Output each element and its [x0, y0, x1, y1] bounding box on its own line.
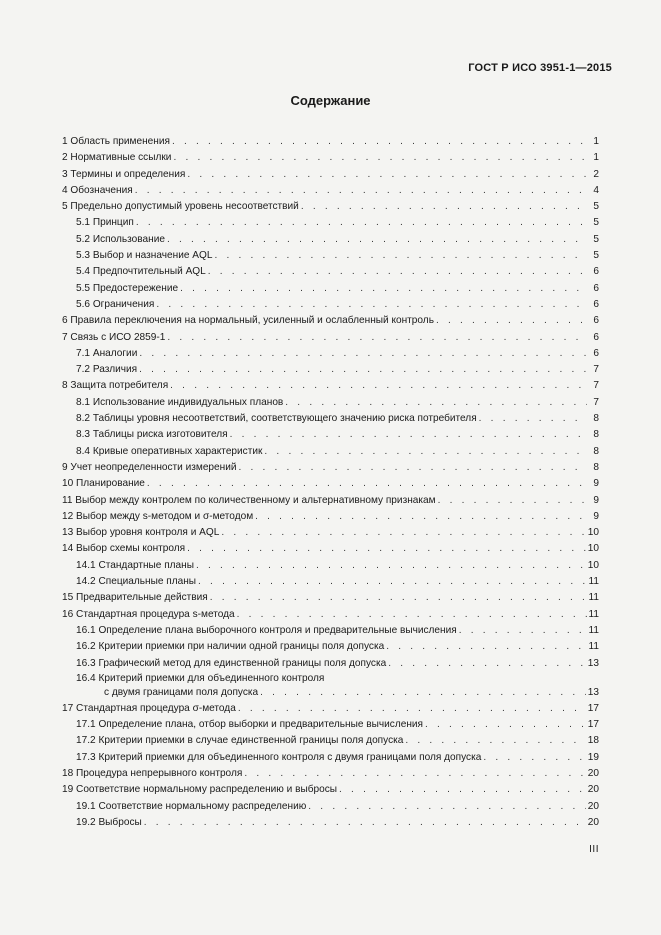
- leader-dots: [180, 281, 587, 297]
- toc-entry-page: 18: [587, 735, 599, 747]
- toc-entry[interactable]: [62, 541, 599, 557]
- toc-entry-page: 11: [588, 608, 599, 620]
- leader-dots: [221, 525, 585, 541]
- toc-entry-page: 6: [593, 298, 599, 310]
- toc-entry[interactable]: [62, 525, 599, 541]
- toc-entry[interactable]: [62, 378, 599, 394]
- toc-entry-page: 2: [593, 168, 599, 180]
- toc-entry-title: 14.1 Стандартные планы: [76, 559, 195, 571]
- toc-entry-page: 11: [588, 641, 599, 653]
- leader-dots: [339, 782, 586, 798]
- toc-entry[interactable]: [62, 264, 599, 280]
- leader-dots: [210, 590, 587, 606]
- leader-dots: [230, 427, 587, 443]
- toc-entry-page: 20: [587, 816, 599, 828]
- toc-entry-title: 6 Правила переключения на нормальный, усиленный и ослабленный контроль: [62, 315, 434, 327]
- toc-entry-title: 1 Область применения: [62, 136, 170, 147]
- toc-entry-title: 2 Нормативные ссылки: [62, 152, 172, 164]
- toc-entry-title: 5.6 Ограничения: [76, 298, 155, 310]
- toc-entry-title: 14.2 Специальные планы: [76, 576, 197, 588]
- toc-entry[interactable]: [62, 590, 599, 606]
- toc-entry-title: 19.1 Соответствие нормальному распределению: [76, 800, 307, 812]
- leader-dots: [438, 493, 587, 509]
- leader-dots: [483, 750, 585, 766]
- toc-entry-title: 8.4 Кривые оперативных характеристик: [76, 445, 263, 457]
- toc-entry-page: 20: [587, 767, 599, 779]
- table-of-contents: [62, 134, 599, 831]
- toc-entry[interactable]: [62, 411, 599, 427]
- toc-entry-title: 8.1 Использование индивидуальных планов: [76, 396, 284, 408]
- toc-entry[interactable]: [62, 766, 599, 782]
- toc-entry-title: 4 Обозначения: [62, 184, 133, 196]
- toc-entry-page: 6: [593, 266, 599, 278]
- toc-entry-page: 9: [593, 478, 599, 490]
- toc-entry[interactable]: [62, 493, 599, 509]
- toc-entry[interactable]: [62, 672, 599, 701]
- leader-dots: [167, 232, 587, 248]
- toc-entry-title: 16.2 Критерии приемки при наличии одной границы поля допуска: [76, 641, 385, 653]
- toc-entry-page: 5: [593, 201, 599, 213]
- toc-entry[interactable]: [62, 509, 599, 525]
- leader-dots: [459, 623, 587, 639]
- toc-entry-title: 16.1 Определение плана выборочного контроля и предварительные вычисления: [76, 624, 457, 636]
- toc-entry-title: 5.3 Выбор и назначение AQL: [76, 250, 213, 262]
- toc-entry-title: 5.4 Предпочтительный AQL: [76, 266, 206, 278]
- leader-dots: [208, 264, 587, 280]
- toc-entry-page: 13: [587, 657, 599, 669]
- toc-entry-page: 11: [588, 576, 599, 588]
- leader-dots: [388, 656, 586, 672]
- leader-dots: [135, 183, 587, 199]
- leader-dots: [147, 476, 587, 492]
- toc-entry-page: 1: [593, 136, 599, 147]
- toc-entry-title: 3 Термины и определения: [62, 168, 186, 180]
- toc-entry-page: 10: [587, 543, 599, 555]
- leader-dots: [198, 574, 586, 590]
- toc-entry-page: 5: [593, 217, 599, 229]
- leader-dots: [173, 150, 587, 166]
- leader-dots: [144, 815, 586, 831]
- toc-entry[interactable]: [62, 607, 599, 623]
- leader-dots: [405, 733, 585, 749]
- leader-dots: [167, 330, 587, 346]
- toc-entry-title: 15 Предварительные действия: [62, 592, 208, 604]
- toc-entry-page: 20: [587, 800, 599, 812]
- leader-dots: [187, 167, 587, 183]
- toc-entry[interactable]: [62, 346, 599, 362]
- toc-entry[interactable]: [62, 815, 599, 831]
- leader-dots: [264, 444, 587, 460]
- toc-entry-page: 5: [593, 233, 599, 245]
- toc-entry[interactable]: [62, 427, 599, 443]
- toc-entry[interactable]: [62, 717, 599, 733]
- leader-dots: [170, 378, 587, 394]
- toc-entry-title: 9 Учет неопределенности измерений: [62, 461, 237, 473]
- leader-dots: [139, 346, 587, 362]
- toc-entry-page: 17: [587, 702, 599, 714]
- toc-entry[interactable]: [62, 215, 599, 231]
- toc-entry-title: 5.2 Использование: [76, 233, 165, 245]
- leader-dots: [156, 297, 587, 313]
- toc-entry-page: 17: [587, 719, 599, 731]
- toc-entry[interactable]: [62, 150, 599, 166]
- toc-entry-page: 6: [593, 331, 599, 343]
- toc-entry-page: 7: [593, 380, 599, 392]
- toc-entry-title: 16.3 Графический метод для единственной границы поля допуска: [76, 657, 387, 669]
- toc-entry[interactable]: [62, 639, 599, 655]
- toc-entry[interactable]: [62, 701, 599, 717]
- page-number: III: [589, 844, 599, 855]
- toc-entry[interactable]: [62, 183, 599, 199]
- toc-entry-title: 12 Выбор между s-методом и σ-методом: [62, 510, 254, 522]
- page-title: Содержание: [290, 93, 371, 108]
- leader-dots: [425, 717, 586, 733]
- leader-dots: [479, 411, 587, 427]
- toc-entry-title: 8.2 Таблицы уровня несоответствий, соответствующего значению риска потребителя: [76, 413, 477, 425]
- leader-dots: [285, 395, 587, 411]
- toc-entry-page: 8: [593, 461, 599, 473]
- toc-entry-page: 20: [587, 784, 599, 796]
- leader-dots: [136, 215, 587, 231]
- toc-entry[interactable]: [62, 134, 599, 150]
- toc-entry-title: 13 Выбор уровня контроля и AQL: [62, 527, 220, 539]
- toc-entry[interactable]: [62, 656, 599, 672]
- toc-entry[interactable]: [62, 733, 599, 749]
- leader-dots: [214, 248, 587, 264]
- toc-entry-title: 11 Выбор между контролем по количественному и альтернативному признакам: [62, 494, 436, 506]
- toc-entry-title: 17.1 Определение плана, отбор выборки и предварительные вычисления: [76, 719, 423, 731]
- toc-entry-page: 5: [593, 250, 599, 262]
- toc-entry[interactable]: [62, 330, 599, 346]
- toc-entry-page: 13: [587, 686, 599, 698]
- toc-entry[interactable]: [62, 558, 599, 574]
- toc-entry-title: 19.2 Выбросы: [76, 816, 142, 828]
- leader-dots: [172, 134, 587, 150]
- toc-entry-page: 7: [593, 364, 599, 376]
- toc-entry-title: 7 Связь с ИСО 2859-1: [62, 331, 166, 343]
- toc-entry[interactable]: [62, 750, 599, 766]
- toc-entry[interactable]: [62, 782, 599, 798]
- leader-dots: [187, 541, 586, 557]
- toc-entry-title: 17.3 Критерий приемки для объединенного контроля с двумя границами поля допуска: [76, 751, 482, 763]
- toc-entry-page: 10: [587, 527, 599, 539]
- toc-entry-page: 9: [593, 494, 599, 506]
- toc-entry-title: 16 Стандартная процедура s-метода: [62, 608, 235, 620]
- toc-entry-page: 10: [587, 559, 599, 571]
- toc-entry-page: 8: [593, 413, 599, 425]
- toc-entry-page: 19: [587, 751, 599, 763]
- toc-entry-page: 6: [593, 347, 599, 359]
- toc-entry[interactable]: [62, 444, 599, 460]
- leader-dots: [139, 362, 587, 378]
- toc-entry-page: 6: [593, 315, 599, 327]
- leader-dots: [244, 766, 585, 782]
- toc-entry-title-continued: с двумя границами поля допуска: [104, 686, 259, 698]
- toc-entry-page: 11: [588, 624, 599, 636]
- leader-dots: [237, 607, 587, 623]
- toc-entry[interactable]: [62, 232, 599, 248]
- leader-dots: [239, 460, 587, 476]
- toc-entry[interactable]: [62, 313, 599, 329]
- leader-dots: [255, 509, 587, 525]
- toc-entry[interactable]: [62, 281, 599, 297]
- toc-entry[interactable]: [62, 574, 599, 590]
- toc-entry-title: 18 Процедура непрерывного контроля: [62, 767, 243, 779]
- toc-entry-title: 5.1 Принцип: [76, 217, 134, 229]
- toc-entry-title: 8 Защита потребителя: [62, 380, 169, 392]
- leader-dots: [301, 199, 587, 215]
- standard-designation: ГОСТ Р ИСО 3951-1—2015: [468, 62, 612, 74]
- toc-entry-title: 14 Выбор схемы контроля: [62, 543, 186, 555]
- toc-entry-title: 7.2 Различия: [76, 364, 138, 376]
- leader-dots: [238, 701, 586, 717]
- toc-entry[interactable]: [62, 460, 599, 476]
- toc-entry-title: 17.2 Критерии приемки в случае единственной границы поля допуска: [76, 735, 404, 747]
- toc-entry-title: 5.5 Предостережение: [76, 282, 179, 294]
- toc-entry-page: 1: [593, 152, 599, 164]
- toc-entry-page: 9: [593, 510, 599, 522]
- toc-entry-title: 19 Соответствие нормальному распределению и выбросы: [62, 784, 338, 796]
- leader-dots: [386, 639, 586, 655]
- toc-entry-title: 16.4 Критерий приемки для объединенного контроля: [76, 672, 325, 684]
- toc-entry[interactable]: [62, 476, 599, 492]
- toc-entry-page: 4: [593, 184, 599, 196]
- leader-dots: [196, 558, 586, 574]
- toc-entry[interactable]: [62, 362, 599, 378]
- toc-entry[interactable]: [62, 799, 599, 815]
- toc-entry-page: 6: [593, 282, 599, 294]
- toc-entry-page: 11: [588, 592, 599, 604]
- toc-entry[interactable]: [62, 167, 599, 183]
- toc-entry[interactable]: [62, 395, 599, 411]
- toc-entry-page: 8: [593, 429, 599, 441]
- toc-entry-title: 7.1 Аналогии: [76, 347, 138, 359]
- toc-entry-title: 5 Предельно допустимый уровень несоответствий: [62, 201, 299, 213]
- toc-entry[interactable]: [62, 248, 599, 264]
- toc-entry[interactable]: [62, 623, 599, 639]
- toc-entry[interactable]: [62, 297, 599, 313]
- toc-entry[interactable]: [62, 199, 599, 215]
- toc-entry-title: 17 Стандартная процедура σ-метода: [62, 702, 236, 714]
- leader-dots: [308, 799, 585, 815]
- toc-entry-page: 7: [593, 396, 599, 408]
- toc-entry-title: 8.3 Таблицы риска изготовителя: [76, 429, 228, 441]
- leader-dots: [260, 685, 586, 701]
- toc-entry-title: 10 Планирование: [62, 478, 145, 490]
- toc-entry-page: 8: [593, 445, 599, 457]
- leader-dots: [436, 313, 587, 329]
